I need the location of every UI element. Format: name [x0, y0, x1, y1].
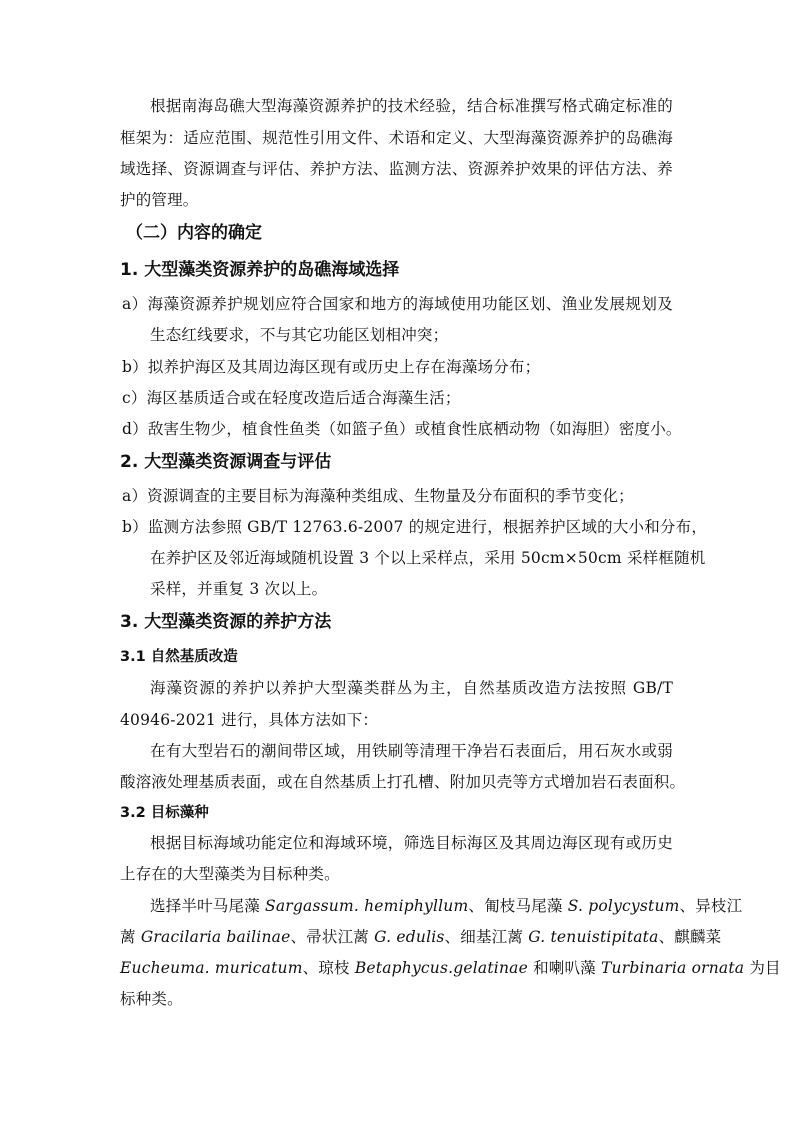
species-line-2: [120, 927, 722, 947]
species-line-4: 标种类。: [120, 990, 183, 1008]
separator: 、: [679, 897, 696, 915]
separator: 、: [658, 928, 675, 946]
list-item-b-line-3: 采样，并重复 3 次以上。: [150, 580, 328, 598]
species-line-3: [120, 958, 781, 978]
paragraph-3-1b-line-1: 在有大型岩石的潮间带区域，用铁刷等清理干净岩石表面后，用石灰水或弱: [150, 742, 673, 760]
species-tail: 为目: [744, 959, 781, 977]
list-item-a-line-1: a）海藻资源养护规划应符合国家和地方的海域使用功能区划、渔业发展规划及: [122, 295, 673, 313]
intro-line-3: 域选择、资源调查与评估、养护方法、监测方法、资源养护效果的评估方法、养: [120, 160, 673, 178]
species-name-latin: S. polycystum: [567, 897, 680, 915]
section-heading: （二）内容的确定: [126, 223, 262, 243]
list-item-c: c）海区基质适合或在轻度改造后适合海藻生活；: [122, 389, 461, 407]
paragraph-3-1b-line-2: 酸溶液处理基质表面，或在自然基质上打孔槽、附加贝壳等方式增加岩石表面积。: [120, 773, 686, 791]
separator: 、: [468, 897, 485, 915]
paragraph-3-1-line-2: 40946-2021 进行，具体方法如下：: [120, 711, 379, 729]
intro-line-4: 护的管理。: [120, 191, 199, 209]
heading-1: 1. 大型藻类资源养护的岛礁海域选择: [120, 260, 400, 280]
species-line-1: [150, 896, 743, 916]
species-name-cn: 琼枝: [318, 959, 355, 977]
separator: 、: [444, 928, 461, 946]
species-name-latin: Eucheuma. muricatum: [120, 959, 303, 977]
species-name-cn: 帚状江蓠: [306, 928, 375, 946]
list-item-b: b）拟养护海区及其周边海区现有或历史上存在海藻场分布；: [122, 358, 541, 376]
paragraph-3-1-line-1: 海藻资源的养护以养护大型藻类群丛为主，自然基质改造方法按照 GB/T: [150, 679, 673, 697]
species-lead: 选择: [150, 897, 182, 915]
species-name-cn: 喇叭藻: [548, 959, 602, 977]
species-name-latin: Gracilaria bailinae: [140, 928, 291, 946]
conjunction: 和: [527, 959, 549, 977]
species-name-cn: 异枝江: [695, 897, 743, 915]
subheading-3-1: 3.1 自然基质改造: [120, 649, 238, 665]
species-name-cn: 细基江蓠: [460, 928, 529, 946]
list-item-a-line-2: 生态红线要求，不与其它功能区划相冲突；: [150, 326, 449, 344]
intro-line-1: 根据南海岛礁大型海藻资源养护的技术经验，结合标准撰写格式确定标准的: [150, 97, 673, 115]
species-name-latin: Betaphycus.gelatinae: [354, 959, 528, 977]
paragraph-3-2-line-2: 上存在的大型藻类为目标种类。: [120, 865, 340, 883]
species-name-latin: G. tenuistipitata: [528, 928, 659, 946]
heading-2: 2. 大型藻类资源调查与评估: [120, 452, 332, 472]
species-name-cn: 匍枝马尾藻: [484, 897, 568, 915]
list-item-d: d）敌害生物少，植食性鱼类（如篮子鱼）或植食性底栖动物（如海胆）密度小。: [122, 420, 682, 438]
species-name-latin: G. edulis: [374, 928, 445, 946]
list-item-b-line-2: 在养护区及邻近海域随机设置 3 个以上采样点，采用 50cm×50cm 采样框随机: [150, 549, 706, 567]
species-name-cn: 半叶马尾藻: [181, 897, 266, 915]
list-item-b-line-1: b）监测方法参照 GB/T 12763.6-2007 的规定进行，根据养护区域的大小和分布，: [122, 518, 708, 536]
heading-3: 3. 大型藻类资源的养护方法: [120, 612, 332, 632]
species-name-latin: Turbinaria ornata: [601, 959, 745, 977]
subheading-3-2: 3.2 目标藻种: [120, 805, 209, 821]
species-name-latin: Sargassum. hemiphyllum: [265, 897, 469, 915]
list-item-a: a）资源调查的主要目标为海藻种类组成、生物量及分布面积的季节变化；: [122, 487, 634, 505]
separator: 、: [302, 959, 319, 977]
intro-line-2: 框架为：适应范围、规范性引用文件、术语和定义、大型海藻资源养护的岛礁海: [120, 129, 673, 147]
species-name-cn: 麒麟菜: [674, 928, 722, 946]
separator: 、: [290, 928, 307, 946]
paragraph-3-2-line-1: 根据目标海域功能定位和海域环境，筛选目标海区及其周边海区现有或历史: [150, 834, 673, 852]
species-name-cn: 蓠: [120, 928, 141, 946]
